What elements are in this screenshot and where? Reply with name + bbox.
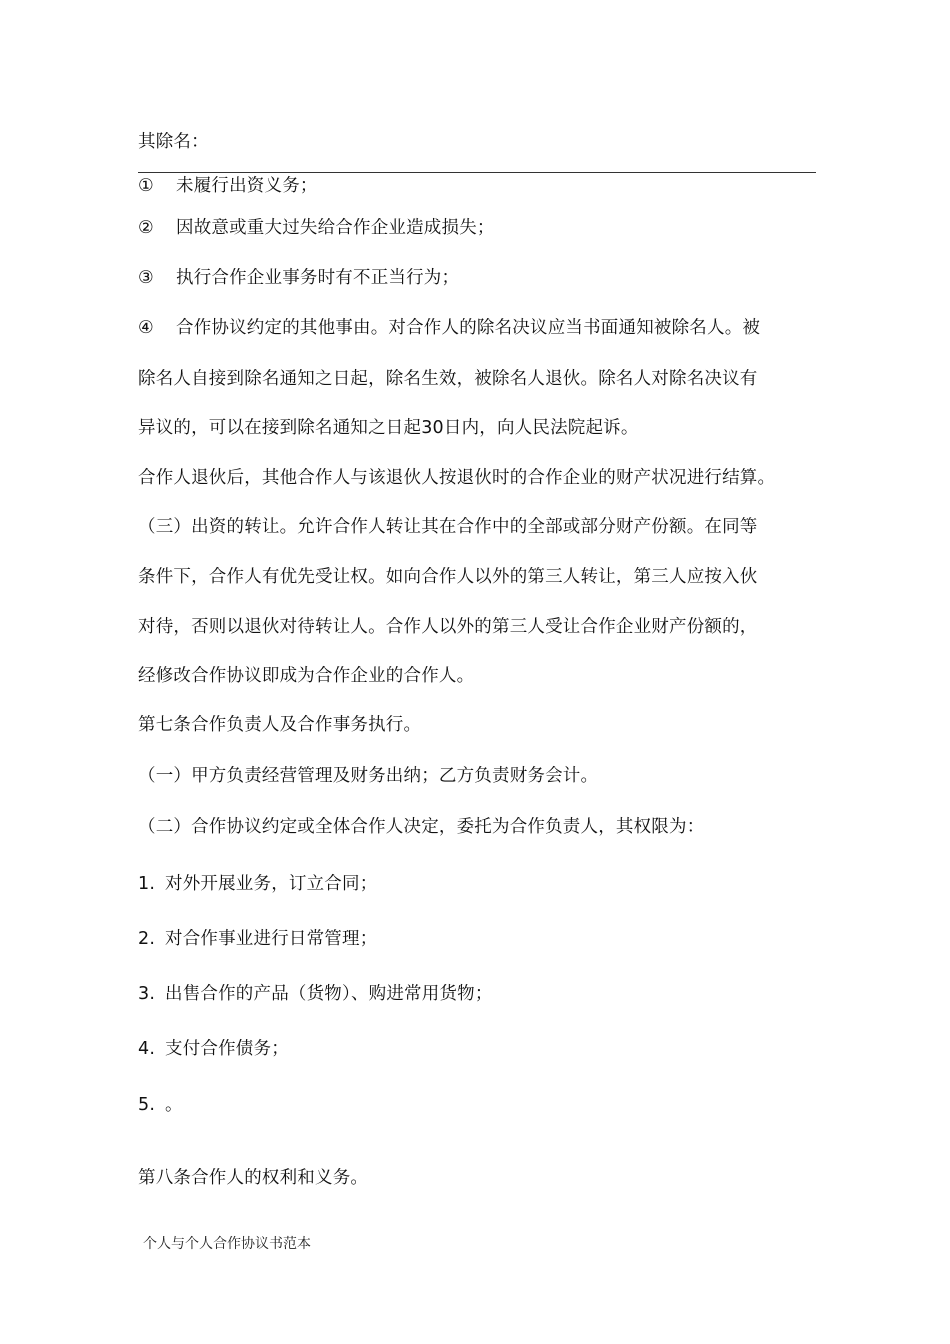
numbered-item-text: 对合作事业进行日常管理；	[165, 929, 378, 949]
circled-item-text: 执行合作企业事务时有不正当行为；	[176, 268, 460, 288]
paragraph-line: 经修改合作协议即成为合作企业的合作人。	[138, 666, 475, 686]
paragraph-line: 异议的，可以在接到除名通知之日起30日内，向人民法院起诉。	[138, 418, 639, 438]
circled-marker: ③	[138, 268, 154, 288]
numbered-item-2	[138, 927, 377, 951]
numbered-item-1	[138, 872, 377, 896]
numbered-item-5	[138, 1093, 183, 1117]
article-8-title: 第八条合作人的权利和义务。	[138, 1168, 369, 1188]
number-marker: 2.	[138, 929, 156, 949]
circled-item-text: 因故意或重大过失给合作企业造成损失；	[176, 218, 495, 238]
number-marker: 3.	[138, 984, 156, 1004]
numbered-item-4	[138, 1037, 289, 1061]
circled-marker: ④	[138, 318, 154, 338]
number-marker: 4.	[138, 1039, 156, 1059]
circled-marker: ①	[138, 176, 154, 196]
numbered-item-3	[138, 982, 493, 1006]
numbered-item-text: 出售合作的产品（货物）、购进常用货物；	[165, 984, 493, 1004]
article-7-title: 第七条合作负责人及合作事务执行。	[138, 715, 422, 735]
numbered-item-text: 。	[165, 1095, 183, 1115]
paragraph-line: 对待，否则以退伙对待转让人。合作人以外的第三人受让合作企业财产份额的，	[138, 617, 758, 637]
number-marker: 5.	[138, 1095, 156, 1115]
number-marker: 1.	[138, 874, 156, 894]
article-7-item: （一）甲方负责经营管理及财务出纳；乙方负责财务会计。	[138, 766, 599, 786]
numbered-item-text: 支付合作债务；	[165, 1039, 289, 1059]
article-7-item: （二）合作协议约定或全体合作人决定，委托为合作负责人，其权限为：	[138, 817, 705, 837]
section-heading-text: 其除名：	[138, 132, 209, 152]
paragraph-line: 条件下，合作人有优先受让权。如向合作人以外的第三人转让，第三人应按入伙	[138, 567, 758, 587]
paragraph-line: 合作人退伙后，其他合作人与该退伙人按退伙时的合作企业的财产状况进行结算。	[138, 468, 776, 488]
numbered-item-text: 对外开展业务，订立合同；	[165, 874, 378, 894]
circled-item-1	[138, 174, 318, 198]
circled-item-text: 未履行出资义务；	[176, 176, 318, 196]
page-footer: 个人与个人合作协议书范本	[143, 1236, 311, 1252]
circled-item-text: 合作协议约定的其他事由。对合作人的除名决议应当书面通知被除名人。被	[176, 318, 761, 338]
circled-item-3	[138, 266, 459, 290]
circled-item-2	[138, 216, 495, 240]
paragraph-line: 除名人自接到除名通知之日起，除名生效，被除名人退伙。除名人对除名决议有	[138, 369, 758, 389]
circled-marker: ②	[138, 218, 154, 238]
paragraph-line: （三）出资的转让。允许合作人转让其在合作中的全部或部分财产份额。在同等	[138, 517, 758, 537]
horizontal-divider	[138, 172, 816, 173]
circled-item-4	[138, 316, 760, 340]
